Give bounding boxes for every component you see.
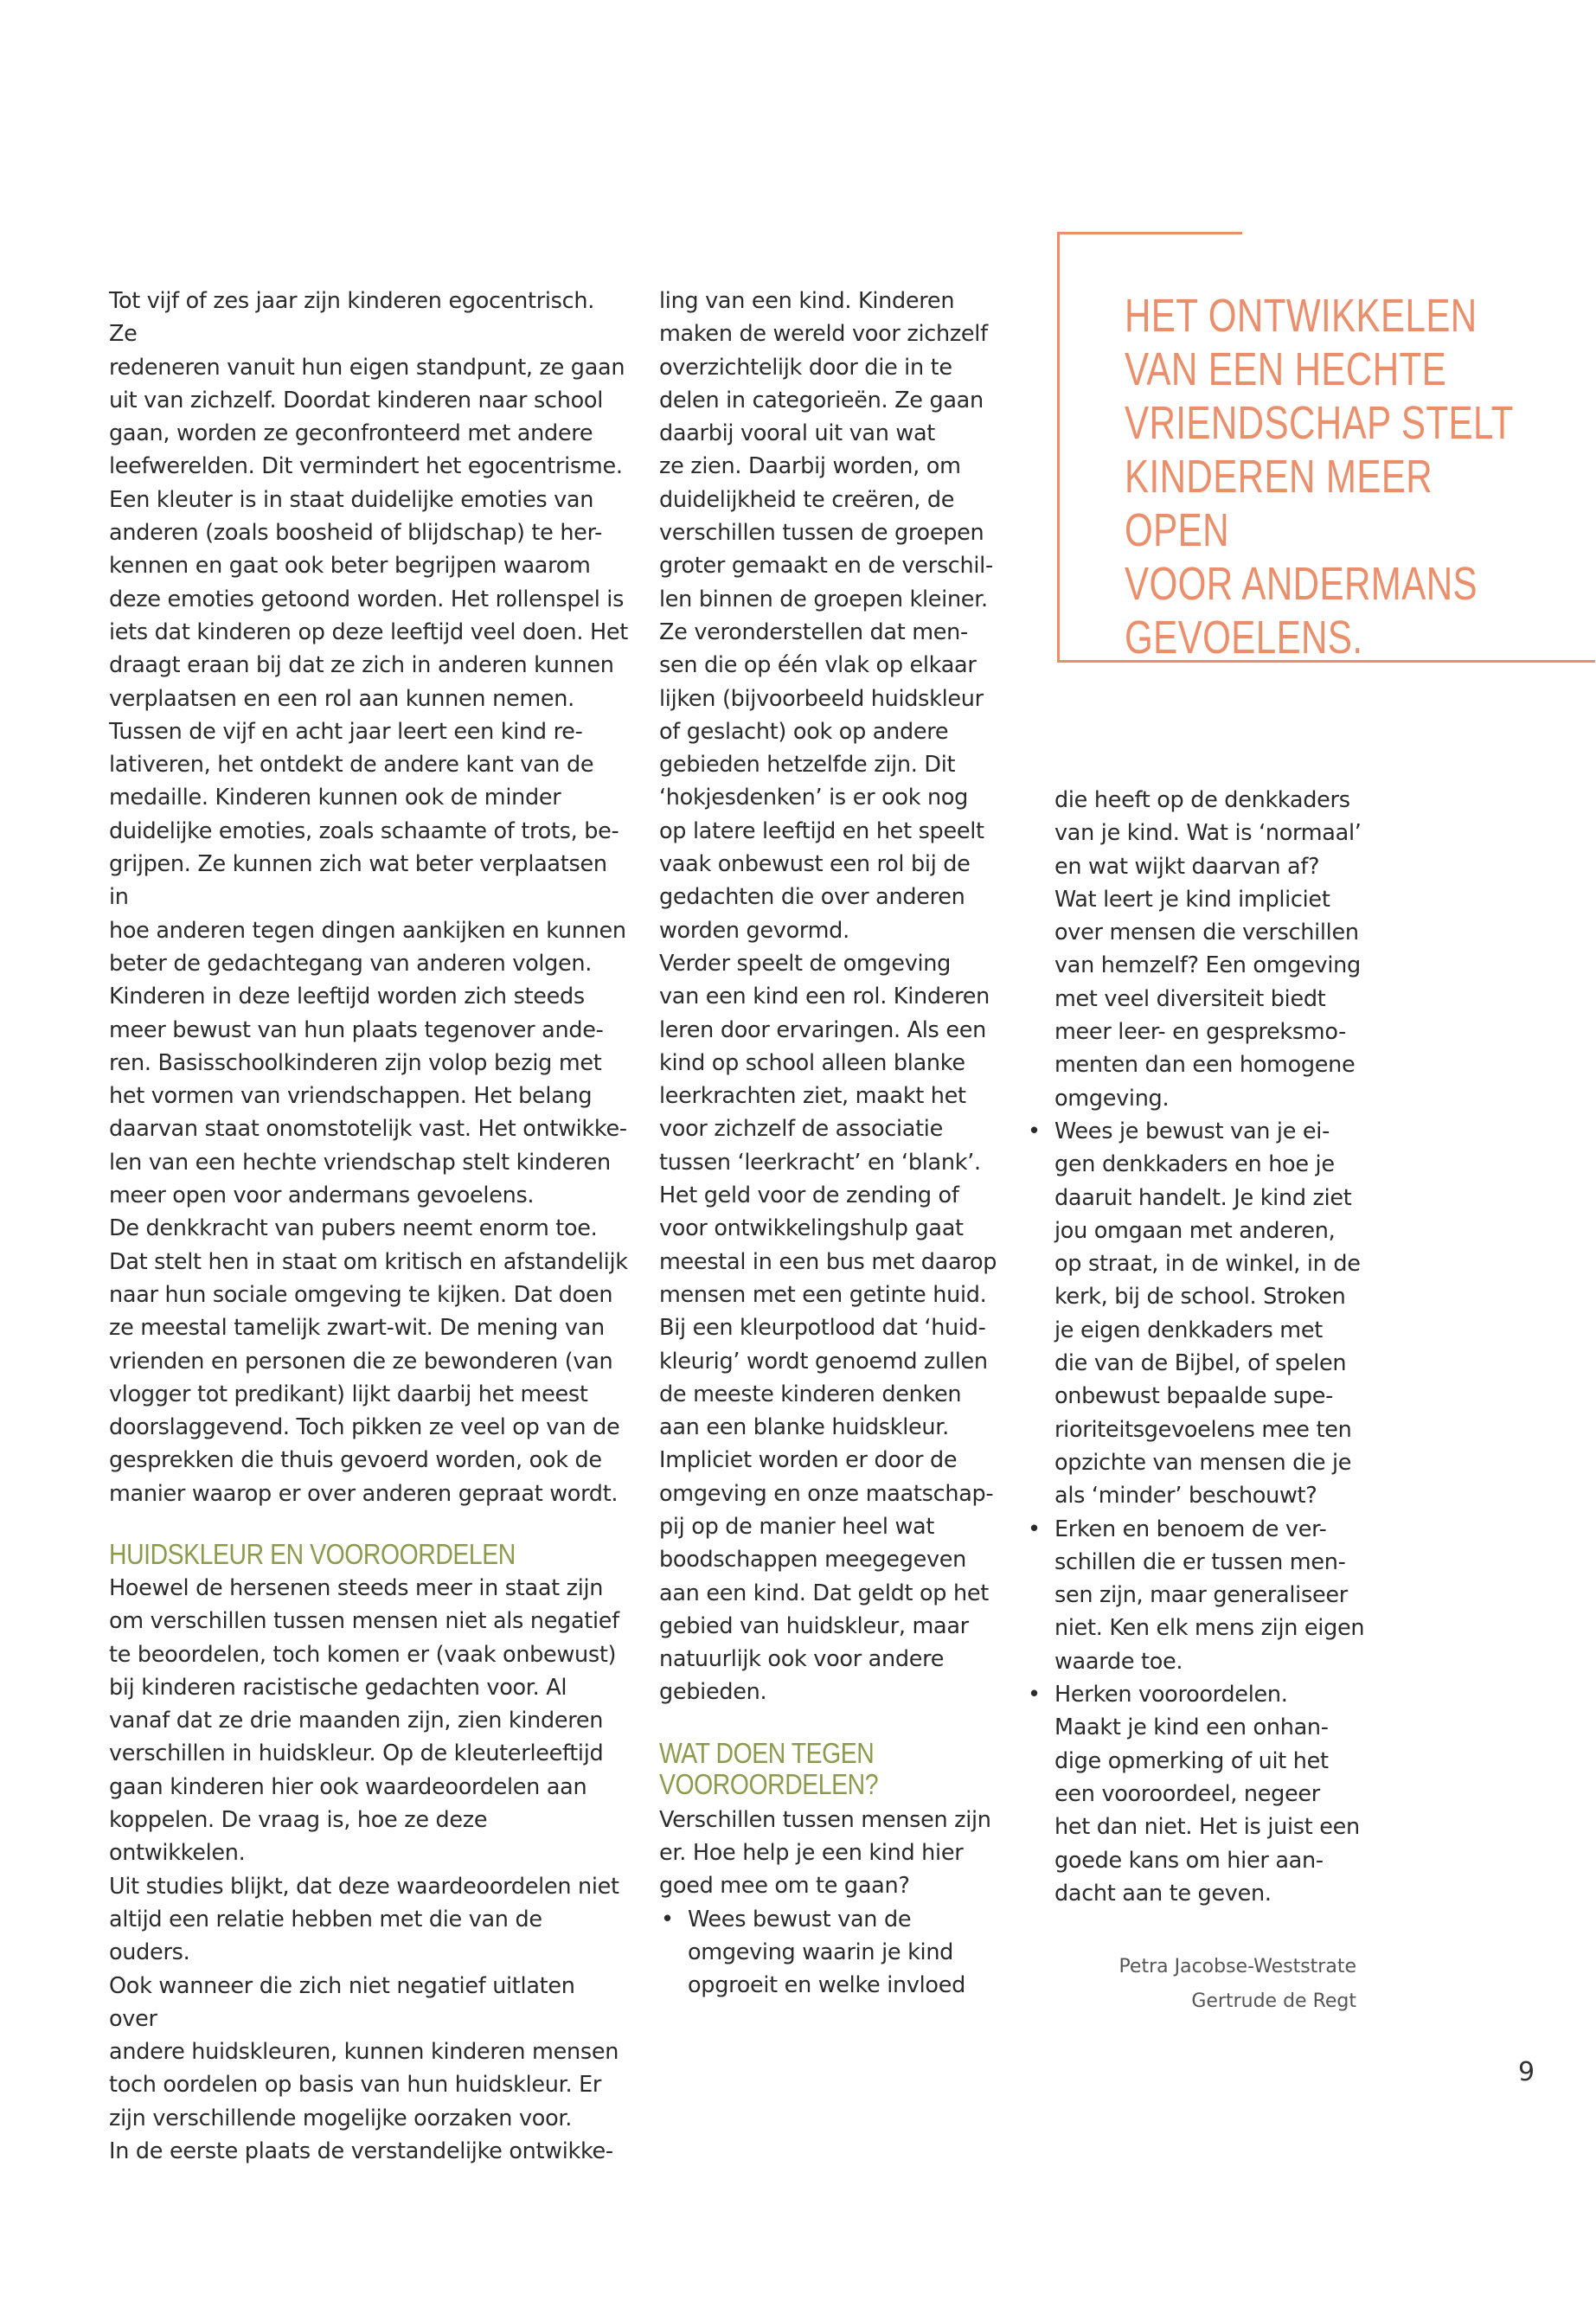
text-line: daarbij vooral uit van wat (659, 420, 935, 447)
text-line: met veel diversiteit biedt (1054, 985, 1326, 1012)
heading-line: VOOROORDELEN? (659, 1767, 879, 1800)
text-line: daaruit handelt. Je kind ziet (1054, 1184, 1352, 1211)
text-line: gebied van huidskleur, maar (659, 1612, 969, 1639)
section-paragraph (109, 1572, 628, 2168)
text-line: gedachten die over anderen (659, 884, 965, 911)
pull-quote-line: VRIENDSCHAP STELT (1125, 397, 1514, 449)
text-line: kennen en gaat ook beter begrijpen waarom (109, 553, 591, 580)
text-line: het dan niet. Het is juist een (1054, 1814, 1360, 1841)
text-line: ‘hokjesdenken’ is er ook nog (659, 785, 969, 811)
text-line: worden gevormd. (659, 917, 849, 944)
text-line: koppelen. De vraag is, hoe ze deze ontwikkelen. (109, 1807, 488, 1867)
list-item (1026, 1115, 1392, 1513)
text-line: verschillen in huidskleur. Op de kleuterleeftijd (109, 1740, 604, 1767)
text-line: anderen (zoals boosheid of blijdschap) te her- (109, 520, 603, 547)
text-line: medaille. Kinderen kunnen ook de minder (109, 785, 561, 811)
text-line: schillen die er tussen men- (1054, 1548, 1346, 1575)
text-line: ze zien. Daarbij worden, om (659, 453, 961, 480)
heading-line: WAT DOEN TEGEN (659, 1736, 875, 1769)
text-line: de meeste kinderen denken (659, 1381, 962, 1407)
text-line: In de eerste plaats de verstandelijke ontwikke- (109, 2138, 613, 2165)
text-line: verplaatsen en een rol aan kunnen nemen. (109, 685, 574, 712)
text-line: draagt eraan bij dat ze zich in anderen kunnen (109, 652, 614, 679)
text-line: je eigen denkkaders met (1054, 1317, 1323, 1343)
text-line: len van een hechte vriendschap stelt kinderen (109, 1149, 611, 1176)
text-line: van je kind. Wat is ‘normaal’ (1054, 820, 1362, 847)
text-line: leren door ervaringen. Als een (659, 1016, 986, 1043)
text-line: dige opmerking of uit het (1054, 1747, 1329, 1774)
text-line: pij op de manier heel wat (659, 1513, 935, 1540)
pull-quote-line: VOOR ANDERMANS (1125, 558, 1478, 610)
text-line: redeneren vanuit hun eigen standpunt, ze gaan (109, 354, 625, 381)
text-line: bij kinderen racistische gedachten voor. Al (109, 1674, 567, 1701)
text-line: ze meestal tamelijk zwart-wit. De mening van (109, 1315, 605, 1342)
text-line: kind op school alleen blanke (659, 1049, 965, 1076)
text-line: duidelijkheid te creëren, de (659, 486, 955, 513)
text-line: ren. Basisschoolkinderen zijn volop bezig met (109, 1049, 602, 1076)
text-line: voor ontwikkelingshulp gaat (659, 1215, 964, 1242)
text-line: ling van een kind. Kinderen (659, 288, 955, 314)
text-line: vrienden en personen die ze bewonderen (van (109, 1348, 613, 1375)
text-line: Ze veronderstellen dat men- (659, 619, 968, 645)
text-line: meer open voor andermans gevoelens. (109, 1183, 535, 1209)
text-line: deze emoties getoond worden. Het rollenspel is (109, 586, 625, 612)
text-line: van een kind een rol. Kinderen (659, 984, 990, 1010)
text-line: duidelijke emoties, zoals schaamte of trots, be- (109, 817, 619, 844)
text-line: toch oordelen op basis van hun huidskleur. Er (109, 2072, 602, 2099)
text-line: aan een kind. Dat geldt op het (659, 1580, 989, 1606)
text-line: onbewust bepaalde supe- (1054, 1383, 1334, 1410)
text-line: er. Hoe help je een kind hier (659, 1840, 964, 1867)
text-line: beter de gedachtegang van anderen volgen. (109, 950, 593, 977)
text-line: meer leer- en gespreksmo- (1054, 1019, 1347, 1046)
text-line: omgeving. (1054, 1085, 1170, 1112)
section-heading-huidskleur: HUIDSKLEUR EN VOOROORDELEN (109, 1537, 516, 1570)
text-line: delen in categorieën. Ze gaan (659, 387, 984, 413)
text-line: Verschillen tussen mensen zijn (659, 1806, 991, 1833)
text-line: vaak onbewust een rol bij de (659, 851, 971, 878)
text-line: Kinderen in deze leeftijd worden zich steeds (109, 984, 585, 1010)
text-line: gen denkkaders en hoe je (1054, 1151, 1335, 1178)
article-column-1 (109, 285, 628, 2168)
text-line: leefwerelden. Dit vermindert het egocentrisme. (109, 453, 623, 480)
text-line: jou omgaan met anderen, (1054, 1217, 1336, 1244)
body-paragraph (659, 285, 1005, 1709)
text-line: De denkkracht van pubers neemt enorm toe. (109, 1215, 598, 1242)
pull-quote-line: GEVOELENS. (1125, 612, 1363, 663)
text-line: die van de Bijbel, of spelen (1054, 1350, 1347, 1377)
tips-list (1026, 1115, 1392, 1910)
text-line: mensen met een getinte huid. (659, 1281, 987, 1308)
text-line: iets dat kinderen op deze leeftijd veel doen. Het (109, 619, 628, 645)
text-line: gaan, worden ze geconfronteerd met andere (109, 420, 593, 447)
text-line: om verschillen tussen mensen niet als negatief (109, 1608, 619, 1635)
text-line: grijpen. Ze kunnen zich wat beter verplaatsen in (109, 851, 607, 911)
text-line: over mensen die verschillen (1054, 920, 1359, 946)
text-line: die heeft op de denkkaders (1054, 787, 1350, 813)
text-line: leerkrachten ziet, maakt het (659, 1083, 966, 1110)
pull-quote-line: VAN EEN HECHTE (1125, 343, 1447, 395)
text-line: naar hun sociale omgeving te kijken. Dat doen (109, 1281, 613, 1308)
text-line: Een kleuter is in staat duidelijke emoties van (109, 486, 594, 513)
text-line: Impliciet worden er door de (659, 1447, 958, 1474)
pull-quote-line: HET ONTWIKKELEN (1125, 290, 1477, 342)
text-line: sen zijn, maar generaliseer (1054, 1582, 1348, 1609)
text-line: Maakt je kind een onhan- (1054, 1715, 1329, 1741)
text-line: sen die op één vlak op elkaar (659, 652, 977, 679)
text-line: als ‘minder’ beschouwt? (1054, 1483, 1317, 1509)
text-line: kleurig’ wordt genoemd zullen (659, 1348, 988, 1375)
text-line: hoe anderen tegen dingen aankijken en kunnen (109, 917, 626, 944)
section-heading-vooroordelen (659, 1738, 1002, 1800)
text-line: opzichte van mensen die je (1054, 1449, 1352, 1476)
bullet-icon: • (1028, 1118, 1041, 1144)
text-line: omgeving en onze maatschap- (659, 1480, 994, 1507)
text-line: doorslaggevend. Toch pikken ze veel op van de (109, 1414, 620, 1441)
text-line: voor zichzelf de associatie (659, 1116, 943, 1143)
text-line: andere huidskleuren, kunnen kinderen mensen (109, 2039, 619, 2066)
text-line: gebieden. (659, 1679, 767, 1706)
text-line: boodschappen meegegeven (659, 1547, 967, 1574)
text-line: overzichtelijk door die in te (659, 354, 952, 381)
bullet-icon: • (1028, 1516, 1041, 1542)
text-line: vanaf dat ze drie maanden zijn, zien kinderen (109, 1708, 604, 1734)
text-line: daarvan staat onomstotelijk vast. Het ontwikke- (109, 1116, 627, 1143)
page-number: 9 (1518, 2057, 1535, 2087)
text-line: op latere leeftijd en het speelt (659, 817, 984, 844)
pull-quote-line: KINDEREN MEER OPEN (1125, 451, 1433, 556)
text-line: van hemzelf? Een omgeving (1054, 952, 1361, 979)
text-line: Hoewel de hersenen steeds meer in staat zijn (109, 1574, 604, 1601)
pull-quote (1125, 289, 1543, 664)
text-line: Erken en benoem de ver- (1054, 1516, 1327, 1542)
text-line: rioriteitsgevoelens mee ten (1054, 1416, 1352, 1443)
text-line: Ook wanneer die zich niet negatief uitlaten over (109, 1972, 575, 2032)
text-line: waarde toe. (1054, 1648, 1183, 1675)
text-line: gebieden hetzelfde zijn. Dit (659, 752, 956, 779)
pull-quote-top-rule (1057, 232, 1242, 234)
text-line: omgeving waarin je kind (688, 1939, 954, 1965)
tips-list (659, 1903, 1005, 2003)
text-line: goed mee om te gaan? (659, 1873, 910, 1900)
text-line: op straat, in de winkel, in de (1054, 1251, 1361, 1278)
text-line: Bij een kleurpotlood dat ‘huid- (659, 1315, 986, 1342)
text-line: aan een blanke huidskleur. (659, 1414, 949, 1441)
bullet-icon: • (1028, 1682, 1041, 1708)
intro-paragraph (109, 285, 628, 1510)
text-line: Uit studies blijkt, dat deze waardeoordelen niet (109, 1873, 619, 1900)
text-line: gaan kinderen hier ook waardeoordelen aan (109, 1773, 587, 1800)
text-line: kerk, bij de school. Stroken (1054, 1284, 1346, 1311)
text-line: len binnen de groepen kleiner. (659, 586, 988, 612)
author-name: Petra Jacobse-Weststrate (1118, 1956, 1356, 1977)
text-line: Wees bewust van de (688, 1906, 912, 1932)
text-line: verschillen tussen de groepen (659, 520, 984, 547)
text-line: groter gemaakt en de verschil- (659, 553, 993, 580)
text-line: Tussen de vijf en acht jaar leert een kind re- (109, 718, 583, 745)
list-item (1026, 1513, 1392, 1678)
text-line: en wat wijkt daarvan af? (1054, 853, 1320, 880)
text-line: Tot vijf of zes jaar zijn kinderen egocentrisch. Ze (109, 288, 595, 348)
text-line: Wat leert je kind impliciet (1054, 886, 1330, 913)
text-line: tussen ‘leerkracht’ en ‘blank’. (659, 1149, 981, 1176)
bullet-icon: • (661, 1906, 674, 1932)
text-line: zijn verschillende mogelijke oorzaken voor. (109, 2105, 573, 2131)
list-item (659, 1903, 1005, 2003)
text-line: menten dan een homogene (1054, 1052, 1356, 1079)
text-line: niet. Ken elk mens zijn eigen (1054, 1615, 1365, 1642)
text-line: een vooroordeel, negeer (1054, 1780, 1320, 1807)
text-line: of geslacht) ook op andere (659, 718, 949, 745)
text-line: dacht aan te geven. (1054, 1880, 1272, 1907)
bullet-continuation (1054, 784, 1392, 1115)
text-line: Herken vooroordelen. (1054, 1682, 1288, 1708)
text-line: goede kans om hier aan- (1054, 1847, 1324, 1874)
text-line: natuurlijk ook voor andere (659, 1646, 945, 1673)
author-name: Gertrude de Regt (1191, 1990, 1356, 2012)
text-line: opgroeit en welke invloed (688, 1972, 966, 1999)
text-line: altijd een relatie hebben met die van de ouders. (109, 1906, 542, 1966)
text-line: uit van zichzelf. Doordat kinderen naar school (109, 387, 603, 413)
text-line: manier waarop er over anderen gepraat wordt. (109, 1480, 619, 1507)
text-line: lativeren, het ontdekt de andere kant van de (109, 752, 594, 779)
author-credits (1003, 1950, 1356, 2019)
text-line: Verder speelt de omgeving (659, 950, 952, 977)
text-line: vlogger tot predikant) lijkt daarbij het meest (109, 1381, 588, 1407)
text-line: meestal in een bus met daarop (659, 1248, 997, 1275)
text-line: te beoordelen, toch komen er (vaak onbewust) (109, 1641, 617, 1668)
text-line: Dat stelt hen in staat om kritisch en afstandelijk (109, 1248, 628, 1275)
text-line: maken de wereld voor zichzelf (659, 321, 988, 348)
article-column-3 (1028, 784, 1392, 1910)
article-column-2 (659, 285, 1005, 2003)
text-line: Wees je bewust van je ei- (1054, 1118, 1330, 1144)
text-line: gesprekken die thuis gevoerd worden, ook de (109, 1447, 602, 1474)
list-item (1026, 1678, 1392, 1910)
text-line: lijken (bijvoorbeeld huidskleur (659, 685, 984, 712)
section-intro (659, 1804, 1005, 1903)
text-line: meer bewust van hun plaats tegenover ande- (109, 1016, 604, 1043)
text-line: Het geld voor de zending of (659, 1183, 959, 1209)
text-line: het vormen van vriendschappen. Het belang (109, 1083, 593, 1110)
